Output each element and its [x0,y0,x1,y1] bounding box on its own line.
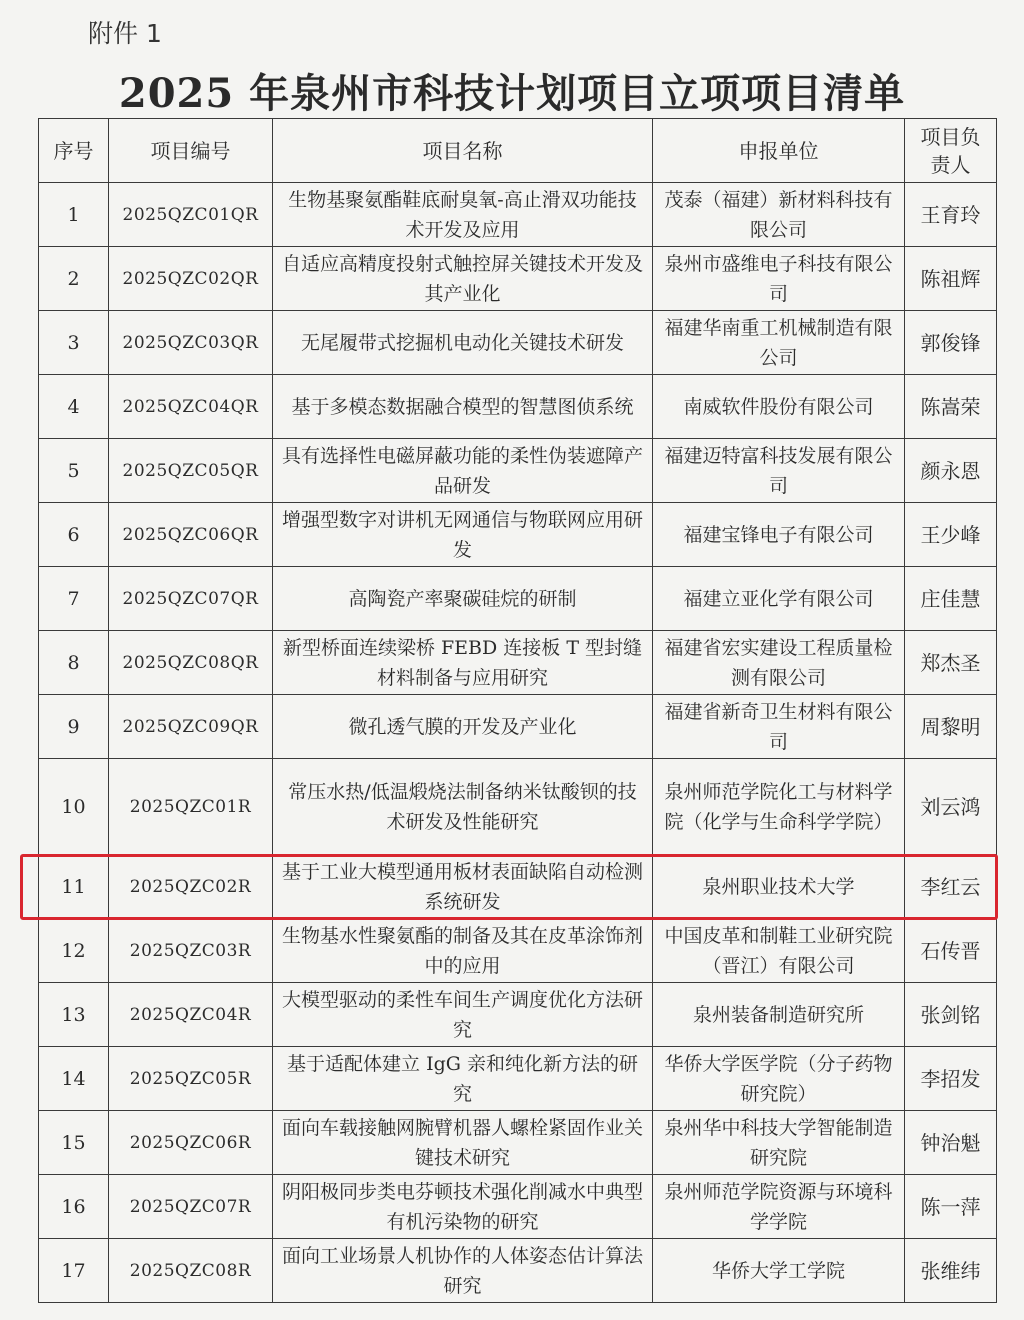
unit-cell: 华侨大学工学院 [653,1239,905,1303]
table-header-row [39,119,997,183]
seq-cell: 16 [39,1175,109,1239]
code-cell: 2025QZC09QR [109,695,273,759]
person-cell: 李招发 [905,1047,997,1111]
seq-cell: 13 [39,983,109,1047]
name-cell: 大模型驱动的柔性车间生产调度优化方法研究 [273,983,653,1047]
person-cell: 郑杰圣 [905,631,997,695]
unit-cell: 中国皮革和制鞋工业研究院（晋江）有限公司 [653,919,905,983]
unit-cell: 茂泰（福建）新材料科技有限公司 [653,183,905,247]
name-cell: 面向工业场景人机协作的人体姿态估计算法研究 [273,1239,653,1303]
person-cell: 陈嵩荣 [905,375,997,439]
seq-cell: 12 [39,919,109,983]
seq-cell: 6 [39,503,109,567]
code-cell: 2025QZC03QR [109,311,273,375]
person-cell: 周黎明 [905,695,997,759]
unit-cell: 福建迈特富科技发展有限公司 [653,439,905,503]
seq-cell: 5 [39,439,109,503]
code-cell: 2025QZC01QR [109,183,273,247]
header-code: 项目编号 [109,119,273,183]
unit-cell: 福建宝锋电子有限公司 [653,503,905,567]
code-cell: 2025QZC02QR [109,247,273,311]
seq-cell: 8 [39,631,109,695]
code-cell: 2025QZC07QR [109,567,273,631]
table-row [39,1047,997,1111]
seq-cell: 14 [39,1047,109,1111]
code-cell: 2025QZC03R [109,919,273,983]
person-cell: 李红云 [905,855,997,919]
person-cell: 庄佳慧 [905,567,997,631]
project-table [38,118,997,1303]
name-cell: 微孔透气膜的开发及产业化 [273,695,653,759]
seq-cell: 3 [39,311,109,375]
page-title: 2025 年泉州市科技计划项目立项项目清单 [118,70,906,117]
name-cell: 生物基水性聚氨酯的制备及其在皮革涂饰剂中的应用 [273,919,653,983]
code-cell: 2025QZC07R [109,1175,273,1239]
code-cell: 2025QZC08R [109,1239,273,1303]
name-cell: 无尾履带式挖掘机电动化关键技术研发 [273,311,653,375]
table-row [39,375,997,439]
seq-cell: 11 [39,855,109,919]
table-row [39,311,997,375]
unit-cell: 泉州师范学院资源与环境科学学院 [653,1175,905,1239]
seq-cell: 7 [39,567,109,631]
header-seq: 序号 [39,119,109,183]
name-cell: 面向车载接触网腕臂机器人螺栓紧固作业关键技术研究 [273,1111,653,1175]
person-cell: 张剑铭 [905,983,997,1047]
code-cell: 2025QZC08QR [109,631,273,695]
code-cell: 2025QZC05R [109,1047,273,1111]
name-cell: 高陶瓷产率聚碳硅烷的研制 [273,567,653,631]
code-cell: 2025QZC02R [109,855,273,919]
code-cell: 2025QZC06R [109,1111,273,1175]
table-row [39,247,997,311]
person-cell: 刘云鸿 [905,759,997,855]
table-row [39,919,997,983]
table-row [39,759,997,855]
unit-cell: 福建省宏实建设工程质量检测有限公司 [653,631,905,695]
unit-cell: 福建省新奇卫生材料有限公司 [653,695,905,759]
name-cell: 自适应高精度投射式触控屏关键技术开发及其产业化 [273,247,653,311]
person-cell: 颜永恩 [905,439,997,503]
seq-cell: 15 [39,1111,109,1175]
name-cell: 阴阳极同步类电芬顿技术强化削减水中典型有机污染物的研究 [273,1175,653,1239]
unit-cell: 华侨大学医学院（分子药物研究院） [653,1047,905,1111]
person-cell: 张维纬 [905,1239,997,1303]
code-cell: 2025QZC05QR [109,439,273,503]
table-row [39,1175,997,1239]
code-cell: 2025QZC04QR [109,375,273,439]
table-row [39,631,997,695]
header-person: 项目负责人 [905,119,997,183]
table-row [39,439,997,503]
unit-cell: 南威软件股份有限公司 [653,375,905,439]
attachment-label: 附件 1 [88,19,162,48]
seq-cell: 4 [39,375,109,439]
person-cell: 陈祖辉 [905,247,997,311]
person-cell: 陈一萍 [905,1175,997,1239]
seq-cell: 9 [39,695,109,759]
name-cell: 具有选择性电磁屏蔽功能的柔性伪装遮障产品研发 [273,439,653,503]
name-cell: 常压水热/低温煅烧法制备纳米钛酸钡的技术研发及性能研究 [273,759,653,855]
seq-cell: 1 [39,183,109,247]
table-row [39,183,997,247]
table-row [39,1111,997,1175]
unit-cell: 福建华南重工机械制造有限公司 [653,311,905,375]
unit-cell: 泉州师范学院化工与材料学院（化学与生命科学学院） [653,759,905,855]
unit-cell: 泉州华中科技大学智能制造研究院 [653,1111,905,1175]
seq-cell: 10 [39,759,109,855]
table-row [39,983,997,1047]
person-cell: 石传晋 [905,919,997,983]
table-row [39,855,997,919]
unit-cell: 泉州装备制造研究所 [653,983,905,1047]
name-cell: 基于多模态数据融合模型的智慧图侦系统 [273,375,653,439]
name-cell: 新型桥面连续梁桥 FEBD 连接板 T 型封缝材料制备与应用研究 [273,631,653,695]
person-cell: 王育玲 [905,183,997,247]
seq-cell: 2 [39,247,109,311]
person-cell: 王少峰 [905,503,997,567]
code-cell: 2025QZC06QR [109,503,273,567]
unit-cell: 泉州市盛维电子科技有限公司 [653,247,905,311]
name-cell: 基于工业大模型通用板材表面缺陷自动检测系统研发 [273,855,653,919]
table-row [39,567,997,631]
header-name: 项目名称 [273,119,653,183]
table-row [39,503,997,567]
table-row [39,1239,997,1303]
seq-cell: 17 [39,1239,109,1303]
table-row [39,695,997,759]
header-unit: 申报单位 [653,119,905,183]
name-cell: 生物基聚氨酯鞋底耐臭氧-高止滑双功能技术开发及应用 [273,183,653,247]
unit-cell: 福建立亚化学有限公司 [653,567,905,631]
name-cell: 基于适配体建立 IgG 亲和纯化新方法的研究 [273,1047,653,1111]
name-cell: 增强型数字对讲机无网通信与物联网应用研发 [273,503,653,567]
person-cell: 郭俊锋 [905,311,997,375]
code-cell: 2025QZC04R [109,983,273,1047]
person-cell: 钟治魁 [905,1111,997,1175]
code-cell: 2025QZC01R [109,759,273,855]
unit-cell: 泉州职业技术大学 [653,855,905,919]
